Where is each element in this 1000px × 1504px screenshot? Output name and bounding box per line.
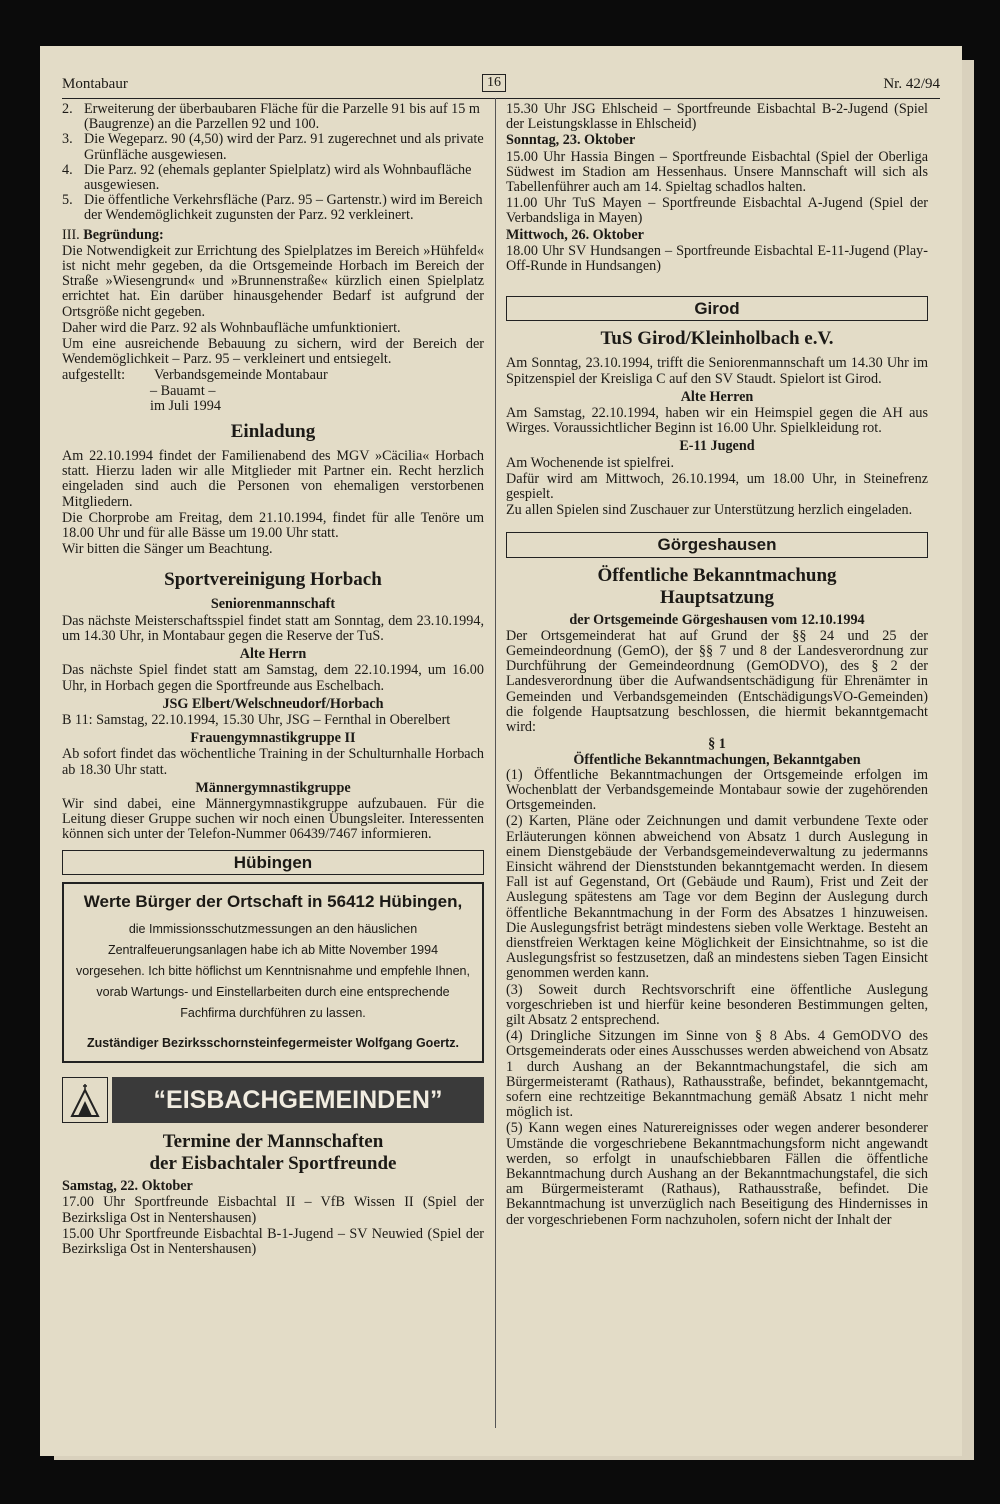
list-item: 2. Erweiterung der überbaubaren Fläche für die Parzelle 91 bis auf 15 m (Baugrenze) an die Parzellen 92 und 100.	[62, 101, 480, 133]
page-number: 16	[482, 74, 506, 92]
section-hubingen: Hübingen	[62, 850, 484, 875]
ad-signature: Zuständiger Bezirksschornsteinfegermeister Wolfgang Goertz.	[86, 1035, 460, 1050]
subheading: Frauengymnastikgruppe II	[190, 730, 356, 747]
match-entry: 11.00 Uhr TuS Mayen – Sportfreunde Eisbachtal A-Jugend (Spiel der Verbandsliga in Mayen)	[506, 195, 928, 227]
match-entry: 17.00 Uhr Sportfreunde Eisbachtal II – VfB Wissen II (Spiel der Bezirksliga Ost in Nentershausen)	[62, 1194, 484, 1226]
subheading: E-11 Jugend	[679, 438, 755, 455]
bekanntmachung-heading: Öffentliche Bekanntmachung Hauptsatzung	[597, 564, 837, 608]
article-text: Der Ortsgemeinderat hat auf Grund der §§ 24 und 25 der Gemeindeordnung (GemO), der §§ 7 und 8 der Landesverordnung zur Durchführung der Gemeindeordnung (GemODVO), des § 2 der Landesverordnung über die Aufwandsentschädigung für Ehrenämter in Gemeinden und Verbandsgemeinden (EntschädigungsVO-Gemeinden) die folgende Hauptsatzung beschlossen, die hiermit bekanntgemacht wird:	[506, 627, 928, 736]
banner-text: “EISBACHGEMEINDEN”	[112, 1077, 484, 1123]
eisbach-banner	[62, 1077, 484, 1123]
header-rule	[62, 98, 940, 99]
termine-heading: Termine der Mannschaften der Eisbachtaler Sportfreunde	[149, 1131, 397, 1175]
ad-body: die Immissionsschutzmessungen an den häuslichen Zentralfeuerungsanlagen habe ich ab Mitte November 1994 vorgesehen. Ich bitte höflichst um Kenntnisnahme und empfehle Ihnen, vorab Wartungs- und Einstellarbeiten durch eine entsprechende Fachfirma durchführen zu lassen.	[75, 921, 470, 1020]
header-town: Montabaur	[62, 76, 128, 92]
article-text: Wir sind dabei, eine Männergymnastikgruppe aufzubauen. Für die Leitung dieser Gruppe suchen wir noch einen Übungsleiter. Interessenten können sich unter der Telefon-Nummer 06439/7467 informieren.	[62, 795, 484, 843]
article-text: Das nächste Spiel findet statt am Samstag, dem 22.10.1994, um 16.00 Uhr, in Horbach gegen die Sportfreunde aus Eschelbach.	[62, 662, 484, 694]
article-text: (1) Öffentliche Bekanntmachungen der Ortsgemeinde erfolgen im Wochenblatt der Verbandsgemeinde Montabaur sowie der zugehörenden Ortsgemeinden.	[506, 766, 928, 814]
list-item: 4. Die Parz. 92 (ehemals geplanter Spielplatz) wird als Wohnbaufläche ausgewiesen.	[62, 161, 472, 194]
match-entry: 15.30 Uhr JSG Ehlscheid – Sportfreunde Eisbachtal B-2-Jugend (Spiel der Leistungsklasse in Ehlscheid)	[506, 101, 928, 133]
article-text: (4) Dringliche Sitzungen im Sinne von § 8 Abs. 4 GemODVO des Ortsgemeinderats oder eines Ausschusses werden abweichend von Absatz 1 durch Aushang an der Bekanntmachungstafel, die sich am Bürgermeisteramt (Rathaus), Rathausstraße, befindet, bekanntgemacht, sofern eine rechtzeitige Bekanntmachung gemäß Absatz 1 nicht mehr möglich ist.	[506, 1028, 928, 1121]
match-entry: 15.00 Uhr Hassia Bingen – Sportfreunde Eisbachtal (Spiel der Oberliga Südwest im Stadion am Hessenhaus. Unsere Mannschaft will sich als Tabellenführer auch am 14. Spieltag schadlos halten.	[506, 148, 928, 196]
begruendung-text: Die Notwendigkeit zur Errichtung des Spielplatzes im Bereich »Hühfeld« ist nicht mehr gegeben, da die Ortsgemeinde Horbach im Bereich der Straße »Wiesengrund« und »Brunnenstraße« kürzlich einen Spielplatz errichtet hat. Ein darüber hinausgehender Bedarf ist aufgrund der Ortsgröße nicht gegeben.	[62, 242, 484, 320]
begruendung-text: Daher wird die Parz. 92 als Wohnbaufläche umfunktioniert.	[62, 319, 401, 336]
article-text: Das nächste Meisterschaftsspiel findet statt am Sonntag, dem 23.10.1994, um 14.30 Uhr, in Montabaur gegen die Reserve der TuS.	[62, 612, 484, 644]
date-heading: Samstag, 22. Oktober	[62, 1178, 193, 1195]
list-item: 3. Die Wegeparz. 90 (4,50) wird der Parz. 91 zugerechnet und als private Grünfläche ausgewiesen.	[62, 131, 484, 163]
begruendung-heading: III. Begründung:	[62, 226, 164, 243]
left-column	[62, 102, 484, 1258]
article-text: Die Chorprobe am Freitag, dem 21.10.1994, findet für alle Tenöre um 18.00 Uhr und für alle Bässe um 19.00 Uhr statt.	[62, 509, 484, 542]
article-text: Wir bitten die Sänger um Beachtung.	[62, 541, 273, 558]
article-text: (2) Karten, Pläne oder Zeichnungen und damit verbundene Texte oder Erläuterungen können abweichend von Absatz 1 durch Auslegung in einem Dienstgebäude der Verbandsgemeindeverwaltung zu jedermanns Einsicht während der Dienststunden bekanntgemacht werden. In diesem Fall ist auf Gegenstand, Ort (Gebäude und Raum), Frist und Zeit der Auslegung spätestens am Tage vor dem Beginn der Auslegung durch öffentliche Bekanntmachung in der Form des Absatzes 1 hinzuweisen. Die Auslegungsfrist beträgt mindestens sieben volle Werktage. Besteht an dienstfreien Werktagen keine Möglichkeit der Einsichtnahme, so ist die Auslegungsfrist so festzusetzen, daß an mindestens sieben Tagen Einsicht genommen werden kann.	[506, 813, 928, 982]
paragraph-number: § 1	[708, 736, 726, 753]
article-text: Am Wochenende ist spielfrei.	[506, 454, 675, 471]
bekanntmachung-subtitle: der Ortsgemeinde Görgeshausen vom 12.10.1994	[569, 611, 865, 628]
einladung-heading: Einladung	[230, 421, 316, 443]
date-heading: Sonntag, 23. Oktober	[506, 132, 636, 149]
column-divider	[495, 98, 496, 1428]
subheading: Alte Herrn	[239, 646, 307, 663]
advertisement-box	[62, 882, 484, 1063]
article-text: Am Samstag, 22.10.1994, haben wir ein Heimspiel gegen die AH aus Wirges. Voraussichtlicher Beginn ist 16.00 Uhr. Spielkleidung rot.	[506, 405, 928, 437]
article-text: Ab sofort findet das wöchentliche Training in der Schulturnhalle Horbach ab 18.30 Uhr statt.	[62, 746, 484, 778]
ad-title: Werte Bürger der Ortschaft in 56412 Hübingen,	[83, 891, 463, 911]
tus-girod-heading: TuS Girod/Kleinholbach e.V.	[600, 328, 834, 350]
article-text: Am Sonntag, 23.10.1994, trifft die Seniorenmannschaft um 14.30 Uhr im Spitzenspiel der Kreisliga C auf den SV Staudt. Spielort ist Girod.	[506, 355, 928, 387]
signature-line: – Bauamt –	[150, 382, 216, 399]
match-entry: 18.00 Uhr SV Hundsangen – Sportfreunde Eisbachtal E-11-Jugend (Play-Off-Runde in Hundsangen)	[506, 242, 928, 275]
match-entry: 15.00 Uhr Sportfreunde Eisbachtal B-1-Jugend – SV Neuwied (Spiel der Bezirksliga Ost in Nentershausen)	[62, 1225, 484, 1257]
list-item: 5. Die öffentliche Verkehrsfläche (Parz. 95 – Gartenstr.) wird im Bereich der Wendemöglichkeit zugunsten der Parz. 92 verkleinert.	[62, 192, 483, 224]
subheading: JSG Elbert/Welschneudorf/Horbach	[162, 695, 384, 712]
newspaper-page	[40, 46, 962, 1456]
church-logo-icon	[62, 1077, 108, 1123]
section-gorgeshausen: Görgeshausen	[506, 532, 928, 557]
right-column	[506, 102, 928, 1229]
article-text: Dafür wird am Mittwoch, 26.10.1994, um 18.00 Uhr, in Steinefrenz gespielt.	[506, 470, 928, 503]
section-girod: Girod	[506, 296, 928, 321]
signature-line: im Juli 1994	[150, 397, 221, 414]
article-text: (3) Soweit durch Rechtsvorschrift eine öffentliche Auslegung vorgeschrieben ist und hierfür keine besonderen Bestimmungen gelten, gilt Absatz 2 entsprechend.	[506, 981, 928, 1028]
subheading: Männergymnastikgruppe	[195, 779, 351, 796]
article-text: (5) Kann wegen eines Naturereignisses oder wegen anderer besonderer Umstände die vorgeschriebene Bekanntmachungsform nicht angewandt werden, so erfolgt in unaufschiebbaren Fällen die öffentliche Bekanntmachung durch Aushang an der Bekanntmachungstafel, die sich am Bürgermeisteramt (Rathaus), Rathausstraße, befindet. Die Bekanntmachung ist unverzüglich nach Beseitigung des Hindernisses in der vorgeschriebenen Form nachzuholen, sofern nicht der Inhalt der	[506, 1120, 928, 1228]
article-text: Zu allen Spielen sind Zuschauer zur Unterstützung herzlich eingeladen.	[506, 502, 913, 519]
article-text: B 11: Samstag, 22.10.1994, 15.30 Uhr, JSG – Fernthal in Oberelbert	[62, 711, 451, 728]
begruendung-text: Um eine ausreichende Bebauung zu sichern, wird der Bereich der Wendemöglichkeit – Parz. 95 – verkleinert und entsiegelt.	[62, 336, 484, 368]
issue-number: Nr. 42/94	[883, 76, 940, 92]
date-heading: Mittwoch, 26. Oktober	[506, 226, 644, 243]
subheading: Seniorenmannschaft	[210, 596, 336, 613]
paragraph-title: Öffentliche Bekanntmachungen, Bekanntgaben	[573, 751, 861, 768]
sv-horbach-heading: Sportvereinigung Horbach	[164, 569, 382, 591]
subheading: Alte Herren	[680, 388, 754, 405]
signature-block: aufgestellt: Verbandsgemeinde Montabaur	[62, 367, 328, 384]
article-text: Am 22.10.1994 findet der Familienabend des MGV »Cäcilia« Horbach statt. Hierzu laden wir alle Mitglieder mit Partner ein. Recht herzlich eingeladen sind auch die Personen von ehemaligen verstorbenen Mitgliedern.	[62, 448, 484, 510]
